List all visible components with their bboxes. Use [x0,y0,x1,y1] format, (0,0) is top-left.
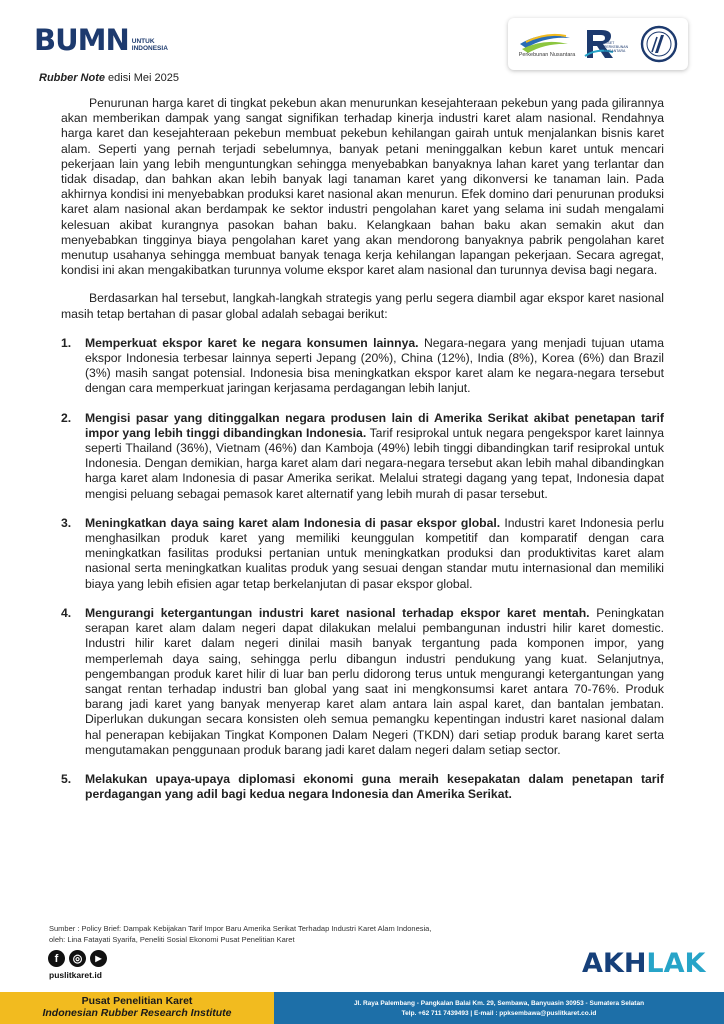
footer-org-name: Pusat Penelitian Karet [81,995,193,1007]
list-text: Negara-negara yang menjadi tujuan utama ekspor Indonesia terbesar lainnya seperti Jepang (20%), China (12%), India (8%), Korea (6%) dan Brazil (3%) masih sangat potensial. Indonesia bisa meningkatkan ekspor karet alam ke negara-negara tersebut dengan cara memperkuat jaringan kerjasama perdagangan lebih lanjut. [85,335,664,396]
edition-line [39,72,179,84]
footer-contact [274,992,724,1024]
institute-seal-icon [640,25,678,63]
list-lead: Melakukan upaya-upaya diplomasi ekonomi guna meraih kesepakatan dalam penetapan tarif perdagangan yang adil bagi kedua negara Indonesia dan Amerika Serikat. [85,771,664,802]
page-header [0,0,724,70]
list-lead: Mengurangi ketergantungan industri karet nasional terhadap ekspor karet mentah. [85,605,590,620]
list-lead: Mengisi pasar yang ditinggalkan negara produsen lain di Amerika Serikat akibat penetapan tarif impor yang lebih tinggi dibandingkan Indonesia. [85,410,664,440]
list-number: 1. [61,335,72,350]
website-link[interactable]: puslitkaret.id [49,970,102,980]
rpn-logo-label: RISET PERKEBUNAN NUSANTARA [604,41,629,53]
facebook-icon[interactable]: f [48,950,65,967]
edition-text: edisi Mei 2025 [105,72,179,84]
social-links [48,950,107,967]
source-note [49,923,609,945]
youtube-icon[interactable]: ▶ [90,950,107,967]
list-lead: Memperkuat ekspor karet ke negara konsumen lainnya. [85,335,419,350]
bumn-logo [34,23,168,57]
ptpn-logo-icon [516,28,574,64]
footer-contact-line: Telp. +62 711 7439493 | E-mail : ppksembawa@puslitkaret.co.id [401,1010,597,1017]
list-item [61,772,664,802]
strategy-list [61,336,664,802]
list-number: 3. [61,515,72,530]
paragraph: Penurunan harga karet di tingkat pekebun akan menurunkan kesejahteraan pekebun yang pada gilirannya akan memberikan dampak yang sangat signifikan terhadap kinerja industri karet alam nasional. Rendahnya harga karet dan kesejahteraan pekebun membuat pekebun kehilangan gairah untuk menjalankan bisnis karet alam. Seperti yang pernah terjadi sebelumnya, banyak petani meninggalkan kebun karet untuk mencari pekerjaan lain yang lebih menguntungkan sehingga menyebabkan banyaknya lahan karet yang terlantar dan tidak disadap, dan bahkan akan lebih banyak lagi tanaman karet yang dikonversi ke tanaman lain. Pada akhirnya kondisi ini menyebabkan produksi karet nasional akan menurun. Efek domino dari penurunan produksi karet alam nasional akan berdampak ke sektor industri pengolahan karet yang selama ini sudah mengalami kelesuan akibat kurangnya pasokan bahan baku. Kelangkaan bahan baku akan semakin akut dan menyebabkan tingginya biaya pengolahan karet yang akan mendorong banyaknya pabrik pengolahan karet menutup usahanya sehingga membuat banyak tenaga kerja kehilangan lapangan pekerjaan. Secara agregat, kondisi ini akan mengakibatkan turunnya volume ekspor karet alam nasional dan turunnya devisa bagi negara. [61,96,664,278]
list-text: Tarif resiprokal untuk negara pengekspor karet lainnya seperti Thailand (36%), Vietnam (46%) dan Kamboja (49%) lebih tinggi dibandingkan tarif resiprokal untuk Indonesia. Dengan demikian, harga karet alam dari negara-negara tersebut akan lebih mahal dibandingkan harga karet alam Indonesia di pasar Amerika serikat. Melalui strategi dagang yang tepat, Indonesia dapat mengisi peluang sebagai pemasok karet alternatif yang lebih murah di pasar tersebut. [85,425,665,501]
edition-title: Rubber Note [39,72,105,84]
list-item [61,516,664,592]
article-body [61,96,664,816]
source-line: Sumber : Policy Brief: Dampak Kebijakan Tarif Impor Baru Amerika Serikat Terhadap Industri Karet Alam Indonesia, [49,924,432,933]
akhlak-part1: AKH [582,948,647,979]
bumn-logo-word: BUMN [34,23,129,57]
paragraph: Berdasarkan hal tersebut, langkah-langkah strategis yang perlu segera diambil agar ekspor karet nasional masih tetap bertahan di pasar global adalah sebagai berikut: [61,291,664,321]
akhlak-logo [582,948,705,979]
list-number: 4. [61,605,72,620]
akhlak-part2: LAK [646,948,706,979]
source-line: oleh: Lina Fatayati Syarifa, Peneliti Sosial Ekonomi Pusat Penelitian Karet [49,935,295,944]
list-item [61,411,664,502]
list-item [61,336,664,397]
list-number: 2. [61,410,72,425]
footer-org [0,992,274,1024]
list-text: Industri karet Indonesia perlu menghasilkan produk karet yang memiliki keunggulan kompetitif dan komparatif dengan cara meningkatkan fasilitas produksi pertanian untuk meningkatkan produksi dan produktivitas karet alam nasional serta meningkatkan kualitas produk yang sesuai dengan standar mutu internasional dan memiliki biaya yang lebih efisien agar tetap berkelanjutan di pasar ekspor global. [85,515,664,591]
list-lead: Meningkatkan daya saing karet alam Indonesia di pasar ekspor global. [85,515,501,530]
instagram-icon[interactable]: ◎ [69,950,86,967]
partner-logos [508,18,688,70]
ptpn-logo-label: Perkebunan Nusantara [518,52,576,58]
footer-org-name-en: Indonesian Rubber Research Institute [42,1007,232,1019]
list-number: 5. [61,771,72,786]
bumn-logo-subtitle: UNTUK INDONESIA [131,38,168,53]
list-item [61,606,664,758]
list-text: Peningkatan serapan karet alam dalam negeri dapat dilakukan melalui pembangunan industri hilir karet domestic. Industri hilir karet dalam negeri dinilai masih banyak tergantung pada komponen impor, yang memperlemah daya saing, sehingga perlu dibangun industri pendukung yang kuat. Selanjutnya, pengembangan produk karet hilir di luar ban perlu didorong terus untuk mengurangi ketergantungan yang sangat rentan terhadap industri ban global yang saat ini mengkonsumsi karet antara 70-76%. Produk barang jadi karet yang banyak menyerap karet alam antara lain aspal karet, dan bantalan jembatan. Diperlukan dukungan secara konsisten oleh semua pemangku kepentingan industri karet nasional dalam hal penerapan kebijakan Tingkat Komponen Dalam Negeri (TKDN) dari setiap produk barang karet serta mengutamakan penggunaan produk barang jadi karet dalam negeri dalam setiap sector. [85,605,664,757]
footer-address: Jl. Raya Palembang - Pangkalan Balai Km. 29, Sembawa, Banyuasin 30953 - Sumatera Selatan [353,1000,645,1007]
